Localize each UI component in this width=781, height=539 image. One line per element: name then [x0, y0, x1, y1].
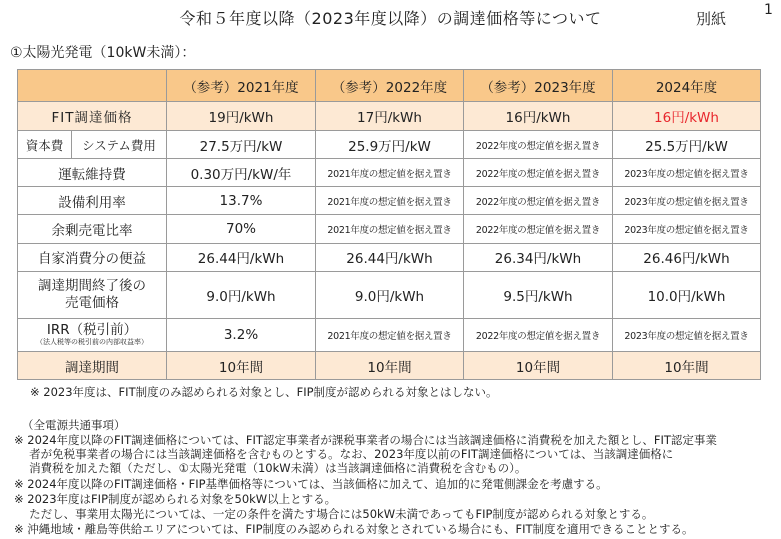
fit-price-2021: 19円/kWh [167, 102, 316, 131]
surplus-ratio-2021: 70% [167, 215, 316, 243]
table-row-capacity-factor [18, 187, 761, 215]
fit-price-2023: 16円/kWh [464, 102, 613, 131]
self-consumption-2023: 26.34円/kWh [464, 243, 613, 271]
row-label-surplus-ratio: 余剰売電比率 [18, 215, 167, 243]
procurement-period-2021: 10年間 [167, 352, 316, 380]
header-2024: 2024年度 [613, 70, 761, 102]
table-row-system-cost [18, 131, 761, 159]
table-footnote: ※ 2023年度は、FIT制度のみ認められる対象とし、FIP制度が認められる対象とはしない。 [30, 385, 498, 399]
surplus-ratio-2024: 2023年度の想定値を据え置き [613, 215, 761, 243]
table-row-post-period-price [18, 271, 761, 318]
row-label-post-period-line1: 調達期間終了後の [38, 277, 146, 294]
system-cost-2023: 2022年度の想定値を据え置き [464, 131, 613, 159]
common-note-line: ※ 沖縄地域・離島等供給エリアについては、FIP制度のみ認められる対象とされている場合にも、FIT制度を適用できることとする。 [14, 522, 694, 536]
system-cost-2022: 25.9万円/kW [316, 131, 464, 159]
post-period-price-2024: 10.0円/kWh [613, 271, 761, 318]
irr-label: IRR（税引前） [46, 321, 138, 338]
row-label-irr [18, 318, 167, 352]
row-label-om-cost: 運転維持費 [18, 159, 167, 187]
table-row-self-consumption [18, 243, 761, 271]
post-period-price-2021: 9.0円/kWh [167, 271, 316, 318]
row-label-fit-price: FIT調達価格 [18, 102, 167, 131]
om-cost-2022: 2021年度の想定値を据え置き [316, 159, 464, 187]
table-row-surplus-ratio [18, 215, 761, 243]
self-consumption-2022: 26.44円/kWh [316, 243, 464, 271]
fit-price-2022: 17円/kWh [316, 102, 464, 131]
table-header-row [18, 70, 761, 102]
table-row-fit-price [18, 102, 761, 131]
header-2021: （参考）2021年度 [167, 70, 316, 102]
self-consumption-2024: 26.46円/kWh [613, 243, 761, 271]
row-label-procurement-period: 調達期間 [18, 352, 167, 380]
capacity-factor-2022: 2021年度の想定値を据え置き [316, 187, 464, 215]
procurement-period-2023: 10年間 [464, 352, 613, 380]
irr-2021: 3.2% [167, 318, 316, 352]
common-note-line: ただし、事業用太陽光については、一定の条件を満たす場合には50kW未満であってもFIP制度が認められる対象とする。 [14, 507, 654, 521]
page-number: 1 [764, 2, 773, 18]
capacity-factor-2021: 13.7% [167, 187, 316, 215]
common-note-line: 者が免税事業者の場合には当該調達価格を含むものとする。なお、2023年度以前のFIT調達価格については、当該調達価格に [14, 447, 674, 461]
post-period-price-2022: 9.0円/kWh [316, 271, 464, 318]
system-cost-2021: 27.5万円/kW [167, 131, 316, 159]
attachment-label: 別紙 [696, 10, 727, 28]
page-title: 令和５年度以降（2023年度以降）の調達価格等について [179, 9, 602, 28]
row-group-capital-cost: 資本費 [18, 131, 72, 159]
common-note-line: 消費税を加えた額（ただし、①太陽光発電（10kW未満）は当該調達価格に消費税を含むもの）。 [14, 461, 527, 475]
row-label-post-period-line2: 売電価格 [65, 294, 119, 311]
table-row-procurement-period [18, 352, 761, 380]
procurement-period-2022: 10年間 [316, 352, 464, 380]
table-row-om-cost [18, 159, 761, 187]
fit-price-2024: 16円/kWh [613, 102, 761, 131]
irr-2024: 2023年度の想定値を据え置き [613, 318, 761, 352]
capacity-factor-2024: 2023年度の想定値を据え置き [613, 187, 761, 215]
self-consumption-2021: 26.44円/kWh [167, 243, 316, 271]
procurement-period-2024: 10年間 [613, 352, 761, 380]
section-label: ①太陽光発電（10kW未満）： [10, 45, 196, 61]
header-2023: （参考）2023年度 [464, 70, 613, 102]
common-notes-heading: （全電源共通事項） [22, 418, 126, 432]
row-label-capacity-factor: 設備利用率 [18, 187, 167, 215]
row-label-system-cost: システム費用 [72, 131, 167, 159]
om-cost-2023: 2022年度の想定値を据え置き [464, 159, 613, 187]
common-note-line: ※ 2024年度以降のFIT調達価格・FIP基準価格等については、当該価格に加えて、追加的に発電側課金を考慮する。 [14, 477, 608, 491]
surplus-ratio-2022: 2021年度の想定値を据え置き [316, 215, 464, 243]
irr-2022: 2021年度の想定値を据え置き [316, 318, 464, 352]
system-cost-2024: 25.5万円/kW [613, 131, 761, 159]
header-blank [18, 70, 167, 102]
om-cost-2024: 2023年度の想定値を据え置き [613, 159, 761, 187]
capacity-factor-2023: 2022年度の想定値を据え置き [464, 187, 613, 215]
common-note-line: ※ 2024年度以降のFIT調達価格については、FIT認定事業者が課税事業者の場合には当該調達価格に消費税を加えた額とし、FIT認定事業 [14, 433, 717, 447]
post-period-price-2023: 9.5円/kWh [464, 271, 613, 318]
tariff-table [17, 69, 761, 380]
om-cost-2021: 0.30万円/kW/年 [167, 159, 316, 187]
header-2022: （参考）2022年度 [316, 70, 464, 102]
irr-sublabel: （法人税等の税引前の内部収益率） [36, 337, 148, 346]
irr-2023: 2022年度の想定値を据え置き [464, 318, 613, 352]
common-note-line: ※ 2023年度はFIP制度が認められる対象を50kW以上とする。 [14, 492, 337, 506]
surplus-ratio-2023: 2022年度の想定値を据え置き [464, 215, 613, 243]
row-label-post-period-price [18, 271, 167, 318]
table-row-irr [18, 318, 761, 352]
row-label-self-consumption: 自家消費分の便益 [18, 243, 167, 271]
